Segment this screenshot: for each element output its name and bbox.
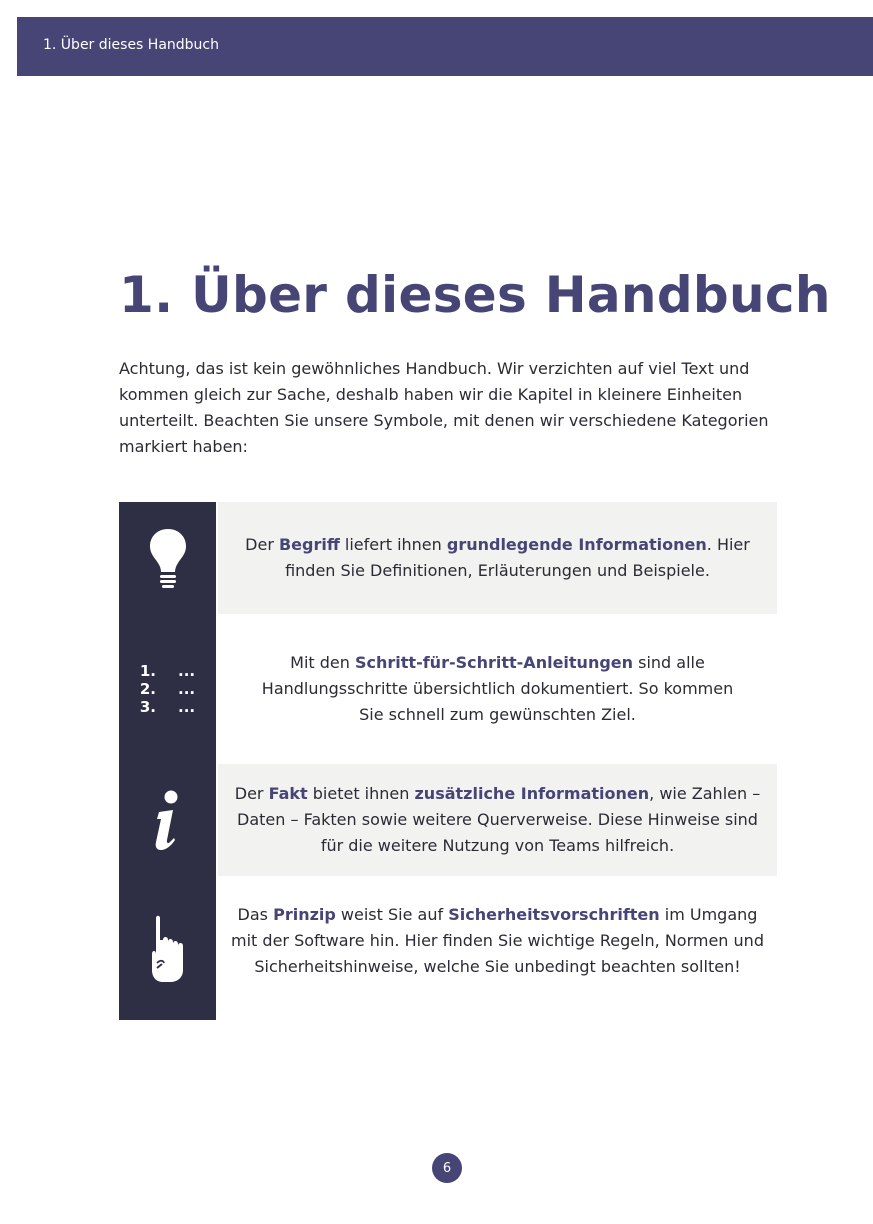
category-row-prinzip	[218, 876, 777, 1020]
row-text: bietet ihnen	[307, 784, 415, 803]
page-number: 6	[432, 1153, 462, 1183]
list-number: 3.	[139, 698, 157, 716]
row-highlight: zusätzliche Informationen	[414, 784, 650, 803]
row-text: Der	[234, 784, 269, 803]
numbered-list-icon	[119, 614, 216, 764]
row-text: , wie Zahlen – Daten – Fakten sowie weitere Querverweise. Diese Hinweise sind für die weitere Nutzung von Teams hilfreich.	[237, 784, 761, 855]
row-highlight: Prinzip	[273, 905, 336, 924]
list-dots: ...	[178, 680, 196, 698]
row-text: sind alle Handlungsschritte übersichtlich dokumentiert. So kommen Sie schnell zum gewünschten Ziel.	[261, 653, 734, 724]
intro-paragraph: Achtung, das ist kein gewöhnliches Handbuch. Wir verzichten auf viel Text und kommen gleich zur Sache, deshalb haben wir die Kapitel in kleinere Einheiten unterteilt. Beachten Sie unsere Symbole, mit denen wir verschiedene Kategorien markiert haben:	[119, 359, 769, 456]
list-dots: ...	[178, 662, 196, 680]
list-number: 2.	[139, 680, 157, 698]
row-text: Der	[245, 535, 279, 554]
row-text: Das	[237, 905, 274, 924]
row-text: liefert ihnen	[339, 535, 447, 554]
row-text: im Umgang mit der Software hin. Hier finden Sie wichtige Regeln, Normen und Sicherheitshinweise, welche Sie unbedingt beachten sollten!	[231, 905, 764, 976]
lightbulb-icon	[119, 502, 216, 614]
info-icon	[119, 764, 216, 878]
row-highlight: Schritt-für-Schritt-Anleitungen	[355, 653, 634, 672]
header-title: 1. Über dieses Handbuch	[43, 37, 219, 53]
list-number: 1.	[139, 662, 157, 680]
row-text: weist Sie auf	[335, 905, 449, 924]
category-row-anleitung	[218, 614, 777, 764]
row-text: . Hier finden Sie Definitionen, Erläuterungen und Beispiele.	[285, 535, 750, 580]
list-dots: ...	[178, 698, 196, 716]
row-highlight: Sicherheitsvorschriften	[448, 905, 660, 924]
row-text: Mit den	[290, 653, 355, 672]
header-bar	[17, 17, 873, 76]
category-row-fakt	[218, 764, 777, 876]
icon-column	[119, 502, 216, 1020]
page-title: 1. Über dieses Handbuch	[119, 266, 831, 324]
category-row-begriff	[218, 502, 777, 614]
row-highlight: Begriff	[278, 535, 340, 554]
pointing-hand-icon	[119, 878, 216, 1020]
row-highlight: grundlegende Informationen	[446, 535, 707, 554]
row-highlight: Fakt	[268, 784, 308, 803]
